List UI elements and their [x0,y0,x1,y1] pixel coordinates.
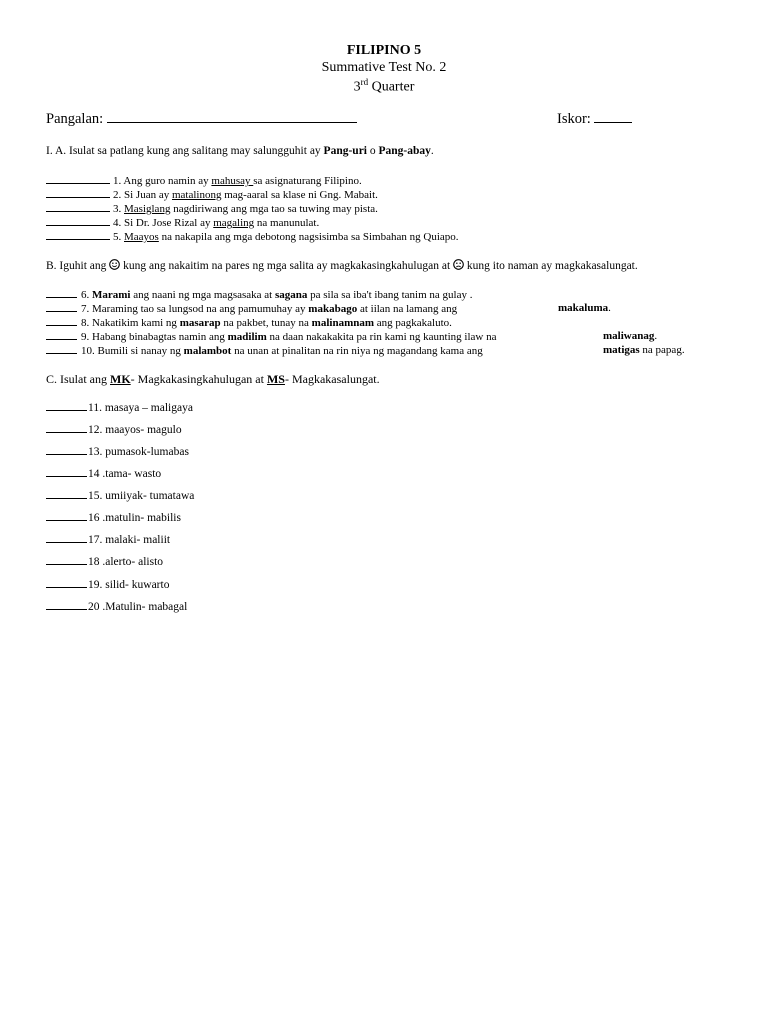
part-a-item [46,216,319,229]
answer-blank[interactable] [46,188,110,198]
bold-word: sagana [274,289,308,301]
part-c-item [46,445,189,458]
item-text: ang pagkakaluto. [374,317,452,329]
part-c-item [46,578,169,591]
quarter-label [0,77,768,96]
answer-blank[interactable] [46,202,110,212]
answer-blank[interactable] [46,489,87,499]
score-label: Iskor: [557,111,591,127]
bold-word: malinamnam [311,317,375,329]
item-text: . [654,330,658,342]
part-a-instr-text: I. A. Isulat sa patlang kung ang salitang may salungguhit ay [46,145,324,157]
answer-blank[interactable] [46,445,87,455]
item-number: 3. [113,203,124,215]
part-b-instr-text: kung ito naman ay magkakasalungat. [464,260,638,272]
item-text: na unan at pinalitan na rin niya ng magandang kama ang [231,345,483,357]
answer-blank[interactable] [46,316,77,326]
item-text: 13. pumasok-lumabas [88,446,189,458]
part-b-item-10-end [603,344,685,356]
name-blank[interactable] [107,110,357,123]
underlined-word: Maayos [124,231,159,243]
answer-blank[interactable] [46,344,77,354]
item-text: Nakatikim kami ng [92,317,180,329]
answer-blank[interactable] [46,330,77,340]
part-b-instr-text: kung ang nakaitim na pares ng mga salita ay magkakasingkahulugan at [120,260,454,272]
answer-blank[interactable] [46,578,87,588]
item-text: 20 .Matulin- mabagal [88,601,188,613]
bold-word: makaluma [558,302,609,314]
item-text: na manunulat. [254,217,320,229]
underlined-word: matalinong [171,189,222,201]
term-pang-uri: Pang-uri [323,145,367,157]
item-text: na pakbet, tunay na [220,317,312,329]
underlined-word: magaling [213,217,255,229]
bold-word: makabago [308,303,358,315]
part-c-item [46,511,181,524]
bold-word: masarap [179,317,221,329]
item-text: na daan nakakakita pa rin kami ng kaunting ilaw na [266,331,497,343]
item-text: nagdiriwang ang mga tao sa tuwing may pista. [170,203,378,215]
answer-blank[interactable] [46,423,87,433]
part-c-instruction [46,372,380,387]
part-b-item [46,344,483,357]
part-b-item-9-end [603,330,657,342]
item-text: Maraming tao sa lungsod na ang pamumuhay ay [92,303,309,315]
item-text: 17. malaki- maliit [88,534,171,546]
part-b-instr-text: B. Iguhit ang [46,260,110,272]
answer-blank[interactable] [46,230,110,240]
part-a-instr-end: . [430,145,434,157]
frown-icon [453,259,464,270]
item-number: 1. [113,175,124,187]
test-title: FILIPINO 5 [346,43,422,58]
underlined-word: mahusay [211,175,254,187]
part-c-item [46,489,194,502]
part-a-instr-or: o [367,145,379,157]
quarter-suffix: rd [360,77,369,87]
bold-word: maliwanag [603,330,655,342]
answer-blank[interactable] [46,555,87,565]
item-number: 8. [81,317,92,329]
item-text: Si Juan ay [124,189,172,201]
bold-word: malambot [183,345,232,357]
score-field[interactable] [557,110,632,128]
item-text: 18 .alerto- alisto [88,556,164,568]
part-b-item-7-end [558,302,611,314]
item-text: . [608,302,611,314]
part-a-item [46,202,378,215]
score-blank[interactable] [594,110,632,123]
answer-blank[interactable] [46,288,77,298]
item-number: 4. [113,217,124,229]
part-c-item [46,467,161,480]
item-text: 14 .tama- wasto [88,468,162,480]
answer-blank[interactable] [46,600,87,610]
part-a-item [46,174,362,187]
item-text: Si Dr. Jose Rizal ay [124,217,214,229]
item-text: mag-aaral sa klase ni Gng. Mabait. [221,189,378,201]
quarter-number: 3 [353,79,361,95]
bold-word: matigas [603,344,640,356]
part-b-item [46,302,457,315]
part-a-instruction [46,145,434,157]
part-b-item [46,288,472,301]
ms-code: MS [266,372,285,386]
item-text: na nakapila ang mga debotong nagsisimba sa Simbahan ng Quiapo. [158,231,459,243]
item-number: 7. [81,303,92,315]
name-label: Pangalan: [46,111,104,127]
underlined-word: Masiglang [124,203,171,215]
item-number: 6. [81,289,92,301]
answer-blank[interactable] [46,216,110,226]
item-text: at iilan na lamang ang [357,303,458,315]
part-c-item [46,600,187,613]
part-b-item [46,330,496,343]
bold-word: Marami [92,289,131,301]
part-b-item [46,316,452,329]
answer-blank[interactable] [46,511,87,521]
item-text: 12. maayos- magulo [88,424,182,436]
part-a-item [46,230,459,243]
item-text: na papag. [639,344,685,356]
part-c-instr-text: - Magkakasingkahulugan at [130,372,267,386]
quarter-word: Quarter [368,79,415,95]
answer-blank[interactable] [46,401,87,411]
item-text: 19. silid- kuwarto [88,579,170,591]
smiley-icon [109,259,120,270]
item-text: 16 .matulin- mabilis [88,512,181,524]
answer-blank[interactable] [46,533,87,543]
test-subtitle: Summative Test No. 2 [321,60,447,75]
part-c-instr-text: - Magkakasalungat. [284,372,380,386]
item-text: pa sila sa iba't ibang tanim na gulay . [307,289,473,301]
bold-word: madilim [227,331,267,343]
answer-blank[interactable] [46,302,77,312]
part-b-instruction [46,259,638,272]
part-c-item [46,555,163,568]
item-text: sa asignaturang Filipino. [253,175,362,187]
item-number: 10. [81,345,98,357]
name-field[interactable] [46,110,357,128]
answer-blank[interactable] [46,174,110,184]
item-number: 5. [113,231,124,243]
item-text: Bumili si nanay ng [97,345,184,357]
item-number: 2. [113,189,124,201]
part-c-item [46,401,193,414]
part-c-instr-text: C. Isulat ang [46,372,110,386]
part-a-item [46,188,378,201]
item-text: 11. masaya – maligaya [88,402,193,414]
item-text: 15. umiiyak- tumatawa [88,490,195,502]
item-number: 9. [81,331,92,343]
part-c-item [46,423,182,436]
part-c-item [46,533,170,546]
answer-blank[interactable] [46,467,87,477]
item-text: Habang binabagtas namin ang [92,331,228,343]
item-text: ang naani ng mga magsasaka at [130,289,275,301]
term-pang-abay: Pang-abay [378,145,431,157]
mk-code: MK [110,372,131,386]
item-text: Ang guro namin ay [123,175,212,187]
